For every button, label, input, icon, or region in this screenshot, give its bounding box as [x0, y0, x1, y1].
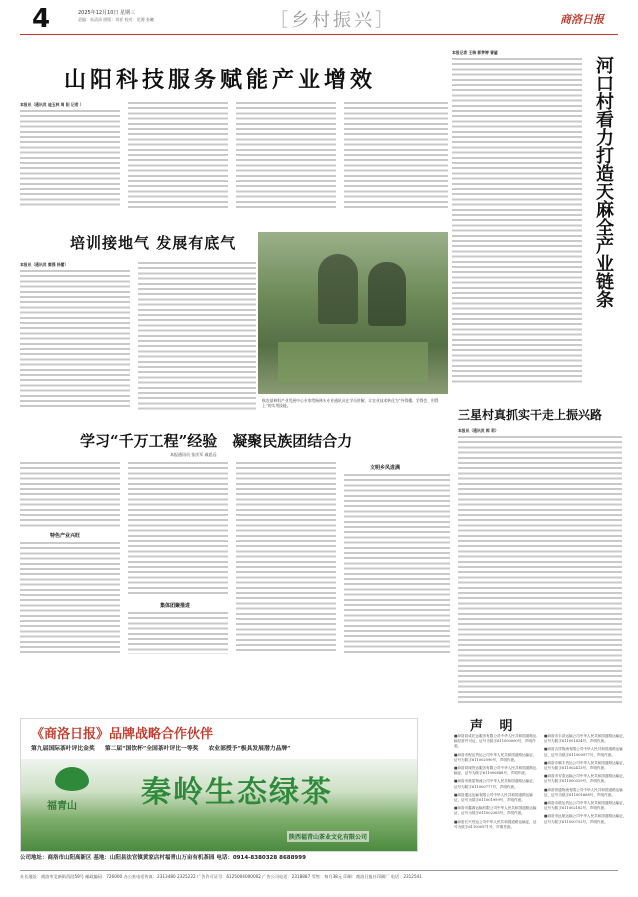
declaration-item: ■商洛市安泰运输公司中华人民共和国道路运输证，证号为陕字611000329号，声明作废。 [544, 774, 627, 784]
declaration-item: ■商洛市远航运输公司中华人民共和国道路运输证，证号为陕字611000752号，声明作废。 [544, 814, 627, 824]
ad-address: 公司地址：商洛市山阳高新区 基地：山阳县法官镇黄家店村福青山万亩有机茶园 电话：0914-8380328 8688999 [20, 855, 306, 861]
ad-company: 陕西福青山茶业文化有限公司 [287, 831, 369, 842]
declaration-item: ■商洛市鑫源运输有限公司中华人民共和国道路运输证，证号为陕字611002365号，声明作废。 [454, 806, 537, 816]
main-headline: 山阳科技服务赋能产业增效 [64, 67, 377, 93]
declaration-item: ■商洛市顺丰货运公司中华人民共和国道路运输证，证号为陕字611002413号，声明作废。 [544, 760, 627, 771]
field-photo [258, 232, 448, 394]
declaration-item: ■商洛长兴货运公司中华人民共和国道路运输证，证号为陕字611000571号，声明作废。 [454, 819, 537, 829]
village-byline: 本报记者 王瑞 郭梦婷 曾鋆 [452, 50, 498, 55]
sanxing-byline: 本报讯（通讯员 郭 莉） [458, 428, 499, 433]
page-number: 4 [32, 4, 51, 34]
village-headline: 河口村看力打造天麻全产业链条 [593, 56, 614, 308]
brand-logo: 福青山 [47, 801, 77, 812]
learn-headline: 学习“千万工程”经验 凝聚民族团结合力 [80, 432, 353, 450]
sanxing-headline: 三星村真抓实干走上振兴路 [458, 408, 603, 422]
declaration-title: 声 明 [470, 719, 519, 734]
ad-slogan: 秦岭生态绿茶 [141, 775, 333, 810]
photo-caption: 秋农基林科产业发展中心专家给杨林头专业通讯员在学员讲解，让农业技术转化为“外得懂、学得会、用得上”的实用技能。 [262, 398, 439, 408]
declaration-item: ■商洛同城货运服务有限公司中华人民共和国道路运输证，证号为陕字611000888号，声明作废。 [454, 766, 537, 776]
footer-info: 社长地址：商洛市北新街西段59号 邮政编码：726000 办公室电话传真：2313480 2325222 广告许可证号：6125004000002 广告公司电话：2318887 零售：每月38元 印刷：商洛日报社印刷厂 电话：2312541 [20, 874, 422, 879]
declaration-item: ■商洛同成托运服务有限公司中华人民共和国道路运输经营许可证，证号为陕字611000000号，声明作废。 [454, 734, 537, 749]
page-header [0, 0, 638, 40]
ad-block [20, 718, 418, 852]
main-byline: 本报讯（通讯员 迪玉林 周 阳 记者 ） [20, 102, 84, 107]
learn-subhead-2: 集体团聚推进 [160, 603, 191, 609]
header-rule [20, 34, 618, 35]
training-byline: 本报讯（通讯员 秦强 杨蕾） [20, 262, 69, 267]
declaration-item: ■商洛市晨星物流公司中华人民共和国道路运输证，证号为陕字611000777号，声明作废。 [454, 779, 537, 789]
section-title: ［乡村振兴］ [270, 10, 396, 31]
training-title: 培训接地气 发展有底气 [70, 234, 237, 252]
sanxing-body [458, 436, 622, 706]
issue-editors: 责编：朱清清 照版：刘祥 校对：党湘 张曦 [78, 17, 154, 22]
declaration-item: ■商洛市丰泽运输公司中华人民共和国道路运输证，证号为陕字611001824号，声明作废。 [544, 734, 627, 744]
main-article-body [20, 100, 448, 210]
learn-subhead-3: 文明乡风进满 [370, 465, 401, 471]
declaration-item: ■商洛市程达货运公司中华人民共和国道路运输证，证号为陕字611002090号，声明作废。 [454, 752, 537, 762]
village-article [452, 48, 622, 398]
ad-award-1: 第九届国际茶叶评比金奖 [31, 746, 95, 752]
ad-title: 《商洛日报》品牌战略合作伙伴 [31, 727, 214, 742]
learn-byline: 本报通讯员 张庆军 戚思远 [170, 452, 217, 457]
learn-article-body [20, 462, 450, 658]
declaration-item: ■商洛吉祥物流有限公司中华人民共和国道路运输证，证号为陕字611000977号，声明作废。 [544, 747, 623, 757]
learn-subhead-1: 特色产业兴旺 [50, 533, 81, 539]
ad-awards [31, 743, 411, 752]
declaration-item: ■商洛通达运输有限公司中华人民共和国道路运输证，证号为陕字611001999号，声明作废。 [454, 792, 533, 803]
declaration-list [454, 734, 628, 848]
issue-date: 2025年12月10日 星期三 [78, 10, 136, 16]
brand-leaf-icon [55, 767, 89, 791]
declaration-item: ■商洛市联运货运公司中华人民共和国道路运输证，证号为陕字611002182号，声明作废。 [544, 801, 627, 811]
declaration-item: ■商洛恒通物流有限公司中华人民共和国道路运输证，证号为陕字611001668号，声明作废。 [544, 787, 623, 797]
footer-rule [20, 870, 618, 871]
ad-award-3: 农业部授予“极具发展潜力品牌” [208, 746, 291, 752]
ad-award-2: 第二届“国饮杯”全国茶叶评比一等奖 [104, 746, 199, 752]
newspaper-logo: 商洛日报 [560, 13, 604, 26]
